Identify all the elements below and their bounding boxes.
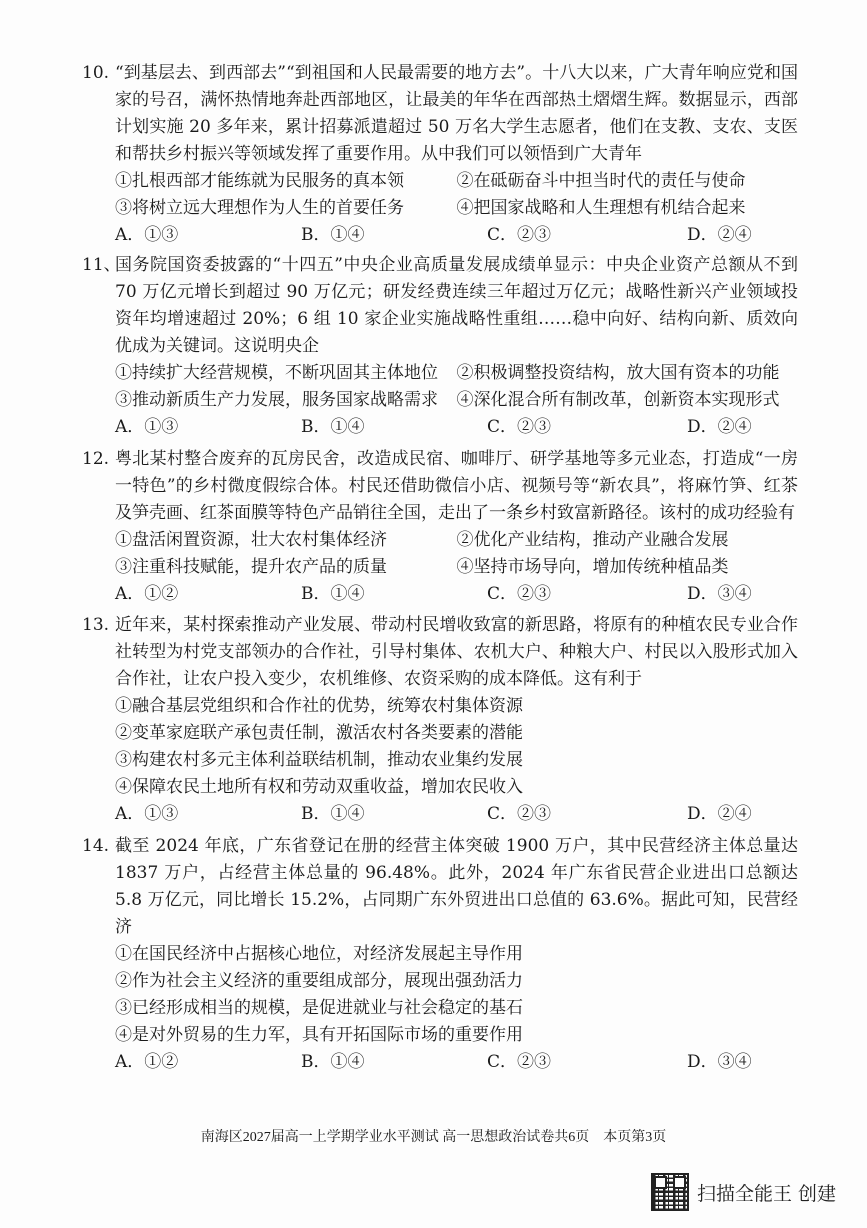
answer-d: D．②④: [687, 417, 752, 437]
option-4: ④保障农民土地所有权和劳动双重收益，增加农民收入: [115, 777, 523, 797]
question-number: 11、: [82, 255, 121, 275]
option-2: ②优化产业结构，推动产业融合发展: [456, 530, 729, 550]
answer-choices: [115, 801, 798, 828]
answer-a: A．①②: [115, 584, 179, 604]
question-13: [82, 612, 798, 828]
answer-c: C．②③: [487, 417, 552, 437]
option-list: [115, 941, 798, 1049]
scanner-watermark: [651, 1172, 836, 1212]
question-stem: 国务院国资委披露的“十四五”中央企业高质量发展成绩单显示：中央企业资产总额从不到 70 万亿元增长到超过 90 万亿元；研发经费连续三年超过万亿元；战略性新兴产业领域投资年均增速超过 20%；6 组 10 家企业实施战略性重组……稳中向好、结构向新、质效向优成为关键词。这说明央企: [115, 255, 798, 356]
answer-c: C．②③: [487, 225, 552, 245]
option-3: ③已经形成相当的规模，是促进就业与社会稳定的基石: [115, 998, 523, 1018]
option-4: ④坚持市场导向，增加传统种植品类: [456, 557, 729, 577]
option-3: ③注重科技赋能，提升农产品的质量: [115, 557, 387, 577]
question-number: 10.: [82, 63, 110, 83]
answer-choices: [115, 222, 798, 249]
question-number: 14.: [82, 836, 110, 856]
answer-b: B．①④: [301, 804, 365, 824]
option-3: ③将树立远大理想作为人生的首要任务: [115, 198, 404, 218]
option-list: [115, 527, 798, 581]
answer-b: B．①④: [301, 1052, 365, 1072]
answer-b: B．①④: [301, 225, 365, 245]
question-stem: 截至 2024 年底，广东省登记在册的经营主体突破 1900 万户，其中民营经济主体总量达 1837 万户，占经营主体总量的 96.48%。此外，2024 年广东省民营企业进出口总额达 5.8 万亿元，同比增长 15.2%，占同期广东外贸进出口总值的 63.6%。据此可知，民营经济: [115, 836, 798, 937]
question-11: [82, 252, 798, 441]
answer-choices: [115, 414, 798, 441]
option-1: ①盘活闲置资源，壮大农村集体经济: [115, 530, 387, 550]
question-14: [82, 833, 798, 1076]
option-1: ①扎根西部才能练就为民服务的真本领: [115, 171, 404, 191]
answer-c: C．②③: [487, 804, 552, 824]
option-list: [115, 168, 798, 222]
question-stem: “到基层去、到西部去”“到祖国和人民最需要的地方去”。十八大以来，广大青年响应党和国家的号召，满怀热情地奔赴西部地区，让最美的年华在西部热土熠熠生辉。数据显示，西部计划实施 20 多年来，累计招募派遣超过 50 万名大学生志愿者，他们在支教、支农、支医和帮扶乡村振兴等领域发挥了重要作用。从中我们可以领悟到广大青年: [115, 63, 798, 164]
option-4: ④深化混合所有制改革，创新资本实现形式: [456, 390, 780, 410]
option-list: [115, 693, 798, 801]
answer-c: C．②③: [487, 584, 552, 604]
option-1: ①持续扩大经营规模，不断巩固其主体地位: [115, 363, 438, 383]
answer-d: D．②④: [687, 804, 752, 824]
qr-code-icon: [651, 1173, 689, 1211]
answer-c: C．②③: [487, 1052, 552, 1072]
question-10: [82, 60, 798, 249]
watermark-text: 扫描全能王 创建: [697, 1182, 837, 1205]
answer-b: B．①④: [301, 417, 365, 437]
option-1: ①在国民经济中占据核心地位，对经济发展起主导作用: [115, 944, 523, 964]
option-1: ①融合基层党组织和合作社的优势，统筹农村集体资源: [115, 696, 523, 716]
option-3: ③构建农村多元主体利益联结机制，推动农业集约发展: [115, 750, 523, 770]
question-number: 13.: [82, 615, 110, 635]
option-2: ②作为社会主义经济的重要组成部分，展现出强劲活力: [115, 971, 523, 991]
question-stem: 近年来，某村探索推动产业发展、带动村民增收致富的新思路，将原有的种植农民专业合作社转型为村党支部领办的合作社，引导村集体、农机大户、种粮大户、村民以入股形式加入合作社，让农户投入变少，农机维修、农资采购的成本降低。这有利于: [115, 615, 798, 689]
option-3: ③推动新质生产力发展，服务国家战略需求: [115, 390, 438, 410]
option-4: ④把国家战略和人生理想有机结合起来: [456, 198, 746, 218]
answer-a: A．①③: [115, 225, 179, 245]
answer-d: D．③④: [687, 1052, 752, 1072]
answer-d: D．②④: [687, 225, 752, 245]
answer-choices: [115, 581, 798, 608]
page-footer: 南海区2027届高一上学期学业水平测试 高一思想政治试卷共6页 本页第3页: [200, 1130, 667, 1145]
answer-a: A．①②: [115, 1052, 179, 1072]
option-2: ②变革家庭联产承包责任制，激活农村各类要素的潜能: [115, 723, 523, 743]
answer-b: B．①④: [301, 584, 365, 604]
answer-a: A．①③: [115, 417, 179, 437]
question-stem: 粤北某村整合废弃的瓦房民舍，改造成民宿、咖啡厅、研学基地等多元业态，打造成“一房一特色”的乡村微度假综合体。村民还借助微信小店、视频号等“新农具”，将麻竹笋、红茶及笋壳画、红茶面膜等特色产品销往全国，走出了一条乡村致富新路径。该村的成功经验有: [115, 449, 798, 523]
question-12: [82, 446, 798, 608]
answer-choices: [115, 1049, 798, 1076]
option-2: ②在砥砺奋斗中担当时代的责任与使命: [456, 171, 746, 191]
option-4: ④是对外贸易的生力军，具有开拓国际市场的重要作用: [115, 1025, 523, 1045]
question-number: 12.: [82, 449, 110, 469]
answer-d: D．③④: [687, 584, 752, 604]
option-2: ②积极调整投资结构，放大国有资本的功能: [456, 363, 780, 383]
option-list: [115, 360, 798, 414]
answer-a: A．①③: [115, 804, 179, 824]
